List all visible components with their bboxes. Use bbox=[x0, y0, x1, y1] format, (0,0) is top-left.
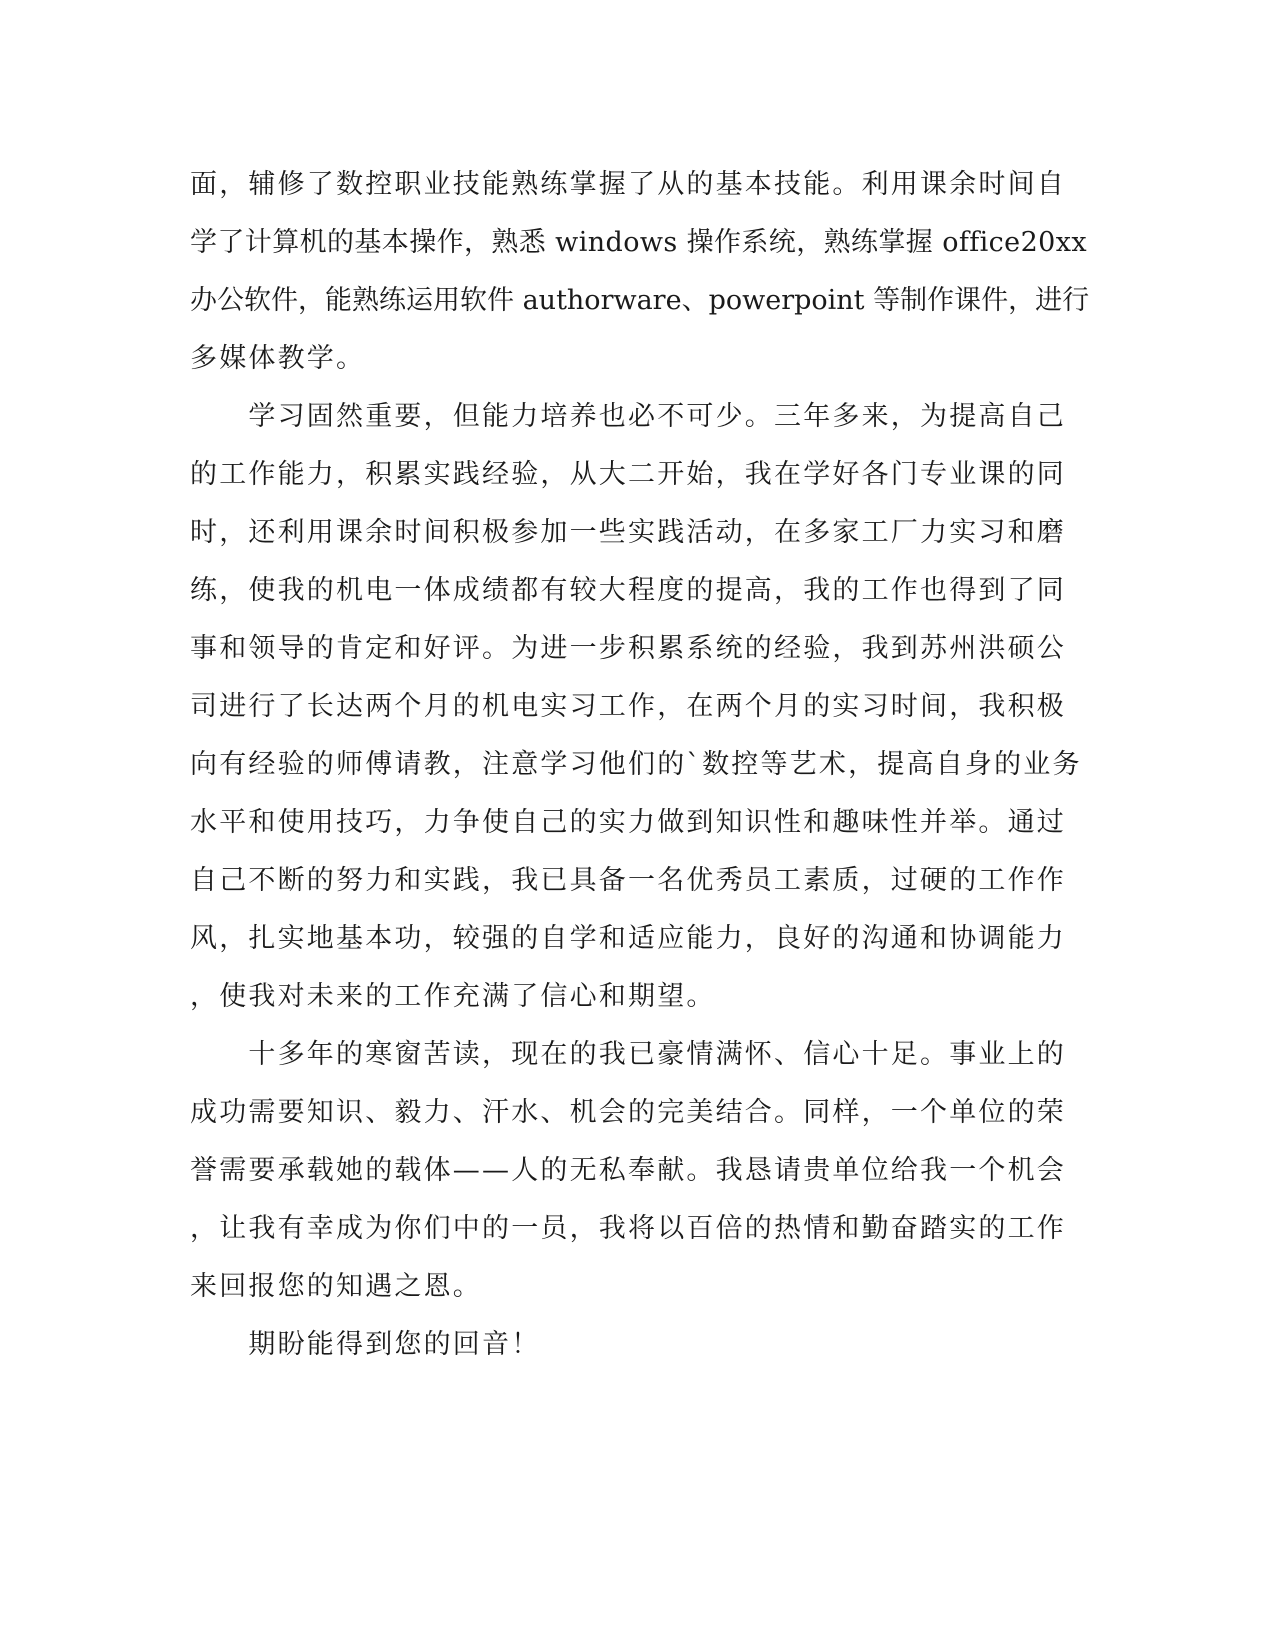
text-line: ，使我对未来的工作充满了信心和期望。 bbox=[190, 981, 716, 1012]
text-line: 面，辅修了数控职业技能熟练掌握了从的基本技能。利用课余时间自 bbox=[190, 169, 1066, 200]
text-line: 时，还利用课余时间积极参加一些实践活动，在多家工厂力实习和磨 bbox=[190, 517, 1066, 548]
text-line: 事和领导的肯定和好评。为进一步积累系统的经验，我到苏州洪硕公 bbox=[190, 633, 1066, 664]
text-line: 风，扎实地基本功，较强的自学和适应能力，良好的沟通和协调能力 bbox=[190, 923, 1066, 954]
text-line: 成功需要知识、毅力、汗水、机会的完美结合。同样，一个单位的荣 bbox=[190, 1097, 1066, 1128]
text-line: 练，使我的机电一体成绩都有较大程度的提高，我的工作也得到了同 bbox=[190, 575, 1066, 606]
text-line: 办公软件，能熟练运用软件 authorware、powerpoint 等制作课件，进行 bbox=[190, 285, 1090, 316]
text-line: 的工作能力，积累实践经验，从大二开始，我在学好各门专业课的同 bbox=[190, 459, 1066, 490]
text-line: 水平和使用技巧，力争使自己的实力做到知识性和趣味性并举。通过 bbox=[190, 807, 1066, 838]
text-line: ，让我有幸成为你们中的一员，我将以百倍的热情和勤奋踏实的工作 bbox=[190, 1213, 1066, 1244]
text-line: 十多年的寒窗苦读，现在的我已豪情满怀、信心十足。事业上的 bbox=[190, 1039, 1066, 1070]
text-line: 向有经验的师傅请教，注意学习他们的`数控等艺术，提高自身的业务 bbox=[190, 749, 1082, 780]
text-line: 多媒体教学。 bbox=[190, 343, 366, 374]
text-line: 誉需要承载她的载体——人的无私奉献。我恳请贵单位给我一个机会 bbox=[190, 1155, 1066, 1186]
text-line: 来回报您的知遇之恩。 bbox=[190, 1271, 482, 1302]
text-line: 自己不断的努力和实践，我已具备一名优秀员工素质，过硬的工作作 bbox=[190, 865, 1066, 896]
text-line: 学习固然重要，但能力培养也必不可少。三年多来，为提高自己 bbox=[190, 401, 1066, 432]
text-line: 司进行了长达两个月的机电实习工作，在两个月的实习时间，我积极 bbox=[190, 691, 1066, 722]
text-line: 期盼能得到您的回音！ bbox=[190, 1329, 541, 1360]
text-line: 学了计算机的基本操作，熟悉 windows 操作系统，熟练掌握 office20xx bbox=[190, 227, 1087, 258]
